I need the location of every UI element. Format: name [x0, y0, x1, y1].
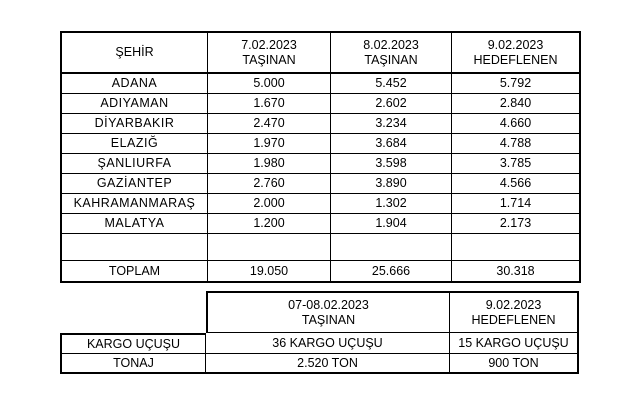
- row-city: ADIYAMAN: [62, 94, 208, 114]
- header-date-9-target-sub: HEDEFLENEN: [471, 312, 556, 327]
- header-date-7-label: 7.02.2023: [241, 37, 297, 52]
- header-date-7-sub: TAŞINAN: [242, 52, 296, 67]
- row-moved: 36 KARGO UÇUŞU: [206, 333, 450, 354]
- row-value-7: 1.670: [208, 94, 331, 114]
- row-city: ADANA: [62, 74, 208, 94]
- row-value-9: 1.714: [452, 194, 581, 214]
- row-value-9: 4.660: [452, 114, 581, 134]
- row-city: MALATYA: [62, 214, 208, 234]
- row-city: GAZİANTEP: [62, 174, 208, 194]
- row-value-8: 3.598: [331, 154, 452, 174]
- header-dates-7-8-label: 07-08.02.2023: [288, 297, 369, 312]
- row-city: DİYARBAKIR: [62, 114, 208, 134]
- total-value-9: 30.318: [452, 261, 581, 283]
- row-value-7: 2.760: [208, 174, 331, 194]
- row-label: KARGO UÇUŞU: [60, 333, 206, 354]
- header-date-8-sub: TAŞINAN: [364, 52, 418, 67]
- blank-cell: [452, 234, 581, 261]
- blank-cell: [62, 234, 208, 261]
- row-value-9: 2.173: [452, 214, 581, 234]
- row-value-7: 5.000: [208, 74, 331, 94]
- row-value-9: 3.785: [452, 154, 581, 174]
- blank-cell: [208, 234, 331, 261]
- row-label: TONAJ: [60, 354, 206, 374]
- header-date-9-label: 9.02.2023: [487, 37, 544, 52]
- row-value-8: 3.684: [331, 134, 452, 154]
- row-city: KAHRAMANMARAŞ: [62, 194, 208, 214]
- header-date-8-label: 8.02.2023: [363, 37, 419, 52]
- row-value-8: 2.602: [331, 94, 452, 114]
- row-value-8: 5.452: [331, 74, 452, 94]
- total-value-8: 25.666: [331, 261, 452, 283]
- row-value-8: 1.302: [331, 194, 452, 214]
- header-dates-7-8: [206, 291, 450, 333]
- row-value-8: 1.904: [331, 214, 452, 234]
- row-value-7: 2.000: [208, 194, 331, 214]
- row-target: 15 KARGO UÇUŞU: [450, 333, 579, 354]
- row-city: ŞANLIURFA: [62, 154, 208, 174]
- row-value-7: 1.970: [208, 134, 331, 154]
- header-date-9: [452, 33, 581, 74]
- row-target: 900 TON: [450, 354, 579, 374]
- row-value-8: 3.890: [331, 174, 452, 194]
- row-value-7: 1.200: [208, 214, 331, 234]
- blank-cell: [331, 234, 452, 261]
- row-value-8: 3.234: [331, 114, 452, 134]
- blank-corner: [60, 291, 206, 333]
- row-value-9: 4.566: [452, 174, 581, 194]
- row-city: ELAZIĞ: [62, 134, 208, 154]
- header-city: [62, 33, 208, 74]
- cargo-flight-table: [60, 291, 579, 374]
- header-city-label: ŞEHİR: [115, 45, 154, 59]
- row-value-7: 1.980: [208, 154, 331, 174]
- header-date-9-sub: HEDEFLENEN: [473, 52, 558, 67]
- city-transport-table: [60, 31, 581, 283]
- row-value-7: 2.470: [208, 114, 331, 134]
- total-label: TOPLAM: [62, 261, 208, 283]
- row-value-9: 2.840: [452, 94, 581, 114]
- row-moved: 2.520 TON: [206, 354, 450, 374]
- header-dates-7-8-sub: TAŞINAN: [301, 312, 356, 327]
- header-date-9-target-label: 9.02.2023: [485, 297, 542, 312]
- header-date-7: [208, 33, 331, 74]
- header-date-8: [331, 33, 452, 74]
- header-date-9-target: [450, 291, 579, 333]
- row-value-9: 5.792: [452, 74, 581, 94]
- total-value-7: 19.050: [208, 261, 331, 283]
- row-value-9: 4.788: [452, 134, 581, 154]
